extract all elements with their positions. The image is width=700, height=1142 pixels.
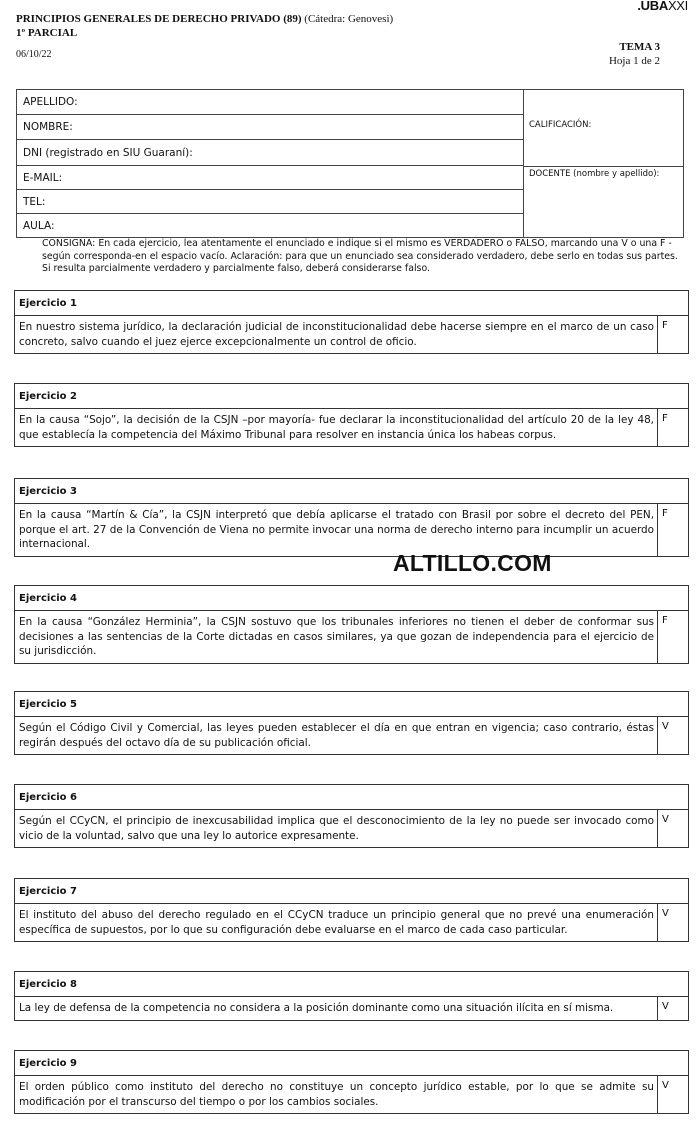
exercise-title: Ejercicio 5 <box>15 692 688 717</box>
exercise-title: Ejercicio 9 <box>15 1051 688 1076</box>
course-name: PRINCIPIOS GENERALES DE DERECHO PRIVADO (89) <box>16 13 302 25</box>
answer-box[interactable]: F <box>662 320 668 331</box>
watermark: ALTILLO.COM <box>393 550 552 576</box>
tel-field[interactable]: TEL: <box>17 190 523 214</box>
exercise-8 <box>14 971 689 1021</box>
exercise-5 <box>14 691 689 755</box>
exercise-2 <box>14 383 689 447</box>
exercise-statement: Según el CCyCN, el principio de inexcusabilidad implica que el desconocimiento de la ley no puede ser invocado como vicio de la voluntad, salvo que una ley lo autorice expresamente. <box>15 810 658 847</box>
exercise-statement: La ley de defensa de la competencia no considera a la posición dominante como una situación ilícita en sí misma. <box>15 997 658 1020</box>
answer-box[interactable]: F <box>662 413 668 424</box>
exercise-title: Ejercicio 6 <box>15 785 688 810</box>
answer-box[interactable]: V <box>662 908 669 919</box>
exam-name: 1º PARCIAL <box>16 27 78 39</box>
exercise-title: Ejercicio 3 <box>15 479 688 504</box>
tema-label: TEMA 3 <box>619 41 660 53</box>
uba-xxi-logo: .UBAXXI <box>637 0 688 13</box>
nombre-field[interactable]: NOMBRE: <box>17 115 523 140</box>
exercise-statement: En la causa “González Herminia”, la CSJN sostuvo que los tribunales inferiores no tienen el deber de conformar sus decisiones a las sentencias de la Corte dictadas en casos similares, ya que gozan de independencia para el ejercicio de su jurisdicción. <box>15 611 658 663</box>
exercise-title: Ejercicio 7 <box>15 879 688 904</box>
course-title <box>16 13 393 25</box>
exercise-statement: Según el Código Civil y Comercial, las leyes pueden establecer el día en que entran en vigencia; caso contrario, éstas regirán después del octavo día de su publicación oficial. <box>15 717 658 754</box>
exercise-7 <box>14 878 689 942</box>
exercise-title: Ejercicio 1 <box>15 291 688 316</box>
exercise-1 <box>14 290 689 354</box>
catedra: (Cátedra: Genovesi) <box>301 13 394 25</box>
aula-field[interactable]: AULA: <box>23 219 55 232</box>
answer-box[interactable]: F <box>662 508 668 519</box>
exercise-statement: En la causa “Martín & Cía”, la CSJN interpretó que debía aplicarse el tratado con Brasil por sobre el decreto del PEN, porque el art. 27 de la Convención de Viena no permite invocar una norma de derecho interno para incumplir un acuerdo internacional. <box>15 504 658 556</box>
exercise-3 <box>14 478 689 557</box>
dni-field[interactable]: DNI (registrado en SIU Guaraní): <box>17 140 523 166</box>
divider <box>523 90 524 237</box>
exercise-statement: En la causa “Sojo”, la decisión de la CSJN –por mayoría- fue declarar la inconstitucionalidad del artículo 20 de la ley 48, que establecía la competencia del Máximo Tribunal para resolver en instancia única los habeas corpus. <box>15 409 658 446</box>
answer-box[interactable]: F <box>662 615 668 626</box>
page-indicator: Hoja 1 de 2 <box>608 55 660 67</box>
email-field[interactable]: E-MAIL: <box>17 166 523 190</box>
exam-date: 06/10/22 <box>16 49 52 60</box>
exercise-title: Ejercicio 2 <box>15 384 688 409</box>
exercise-statement: En nuestro sistema jurídico, la declaración judicial de inconstitucionalidad debe hacerse siempre en el marco de un caso concreto, salvo cuando el juez ejerce excepcionalmente un control de oficio. <box>15 316 658 353</box>
calificacion-label: CALIFICACIÓN: <box>529 120 592 130</box>
exercise-title: Ejercicio 8 <box>15 972 688 997</box>
divider <box>523 166 683 167</box>
answer-box[interactable]: V <box>662 721 669 732</box>
docente-label: DOCENTE (nombre y apellido): <box>529 169 660 179</box>
student-info-table <box>16 89 684 238</box>
exercise-6 <box>14 784 689 848</box>
exercise-statement: El orden público como instituto del derecho no constituye un concepto jurídico estable, por lo que se admite su modificación por el transcurso del tiempo o por los cambios sociales. <box>15 1076 658 1113</box>
exercise-9 <box>14 1050 689 1114</box>
exercise-title: Ejercicio 4 <box>15 586 688 611</box>
instructions: CONSIGNA: En cada ejercicio, lea atentamente el enunciado e indique si el mismo es VERDADERO o FALSO, marcando una V o una F -según corresponda-en el espacio vacío. Aclaración: para que un enunciado sea considerado verdadero, debe serlo en todas sus partes. Si resulta parcialmente verdadero y parcialmente falso, deberá considerarse falso. <box>42 238 678 274</box>
exercise-statement: El instituto del abuso del derecho regulado en el CCyCN traduce un principio general que no prevé una enumeración específica de supuestos, por lo que su configuración debe evaluarse en el marco de cada caso particular. <box>15 904 658 941</box>
answer-box[interactable]: V <box>662 1080 669 1091</box>
apellido-field[interactable]: APELLIDO: <box>17 90 523 115</box>
exercise-4 <box>14 585 689 664</box>
answer-box[interactable]: V <box>662 1001 669 1012</box>
answer-box[interactable]: V <box>662 814 669 825</box>
